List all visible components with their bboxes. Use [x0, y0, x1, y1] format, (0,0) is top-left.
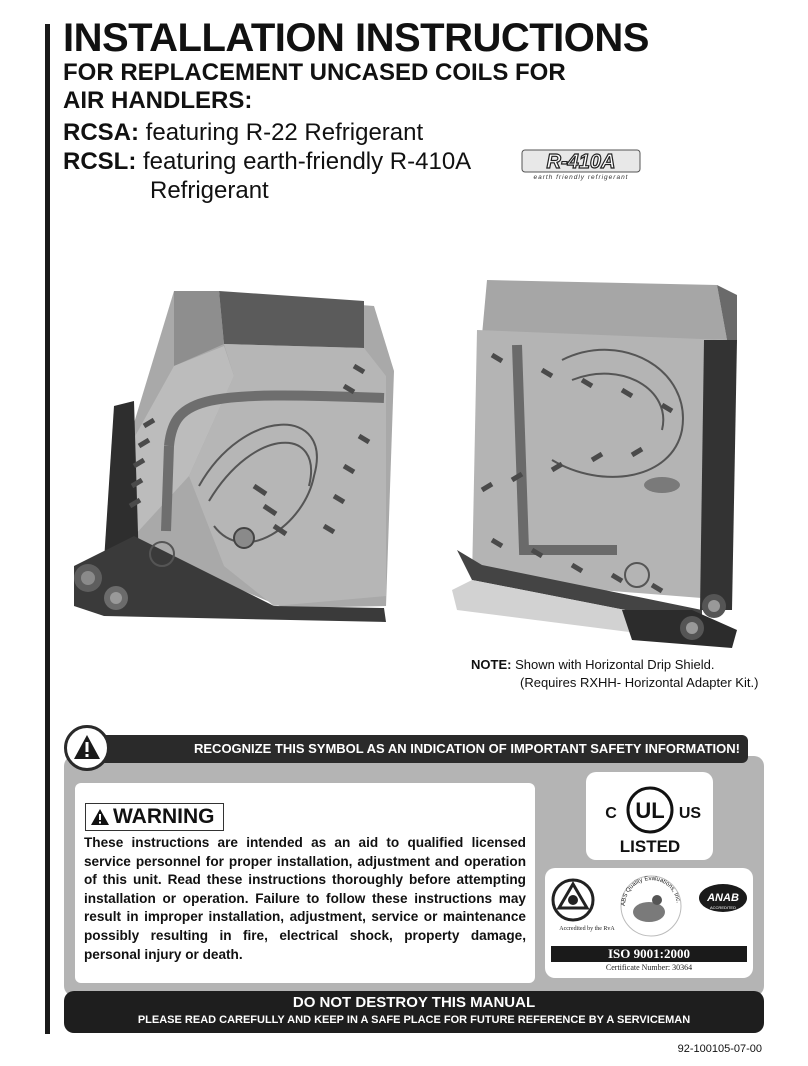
warning-label — [85, 803, 224, 831]
anab-sub-text: ACCREDITED — [709, 905, 737, 910]
subtitle-line-1: FOR REPLACEMENT UNCASED COILS FOR — [63, 59, 566, 86]
ul-left-text: C — [605, 805, 617, 822]
ul-listed-badge — [586, 772, 713, 860]
model-code: RCSL: — [63, 148, 137, 175]
model-code: RCSA: — [63, 119, 139, 146]
photo-note — [471, 656, 758, 692]
certificate-number: Certificate Number: 30364 — [605, 963, 693, 972]
footer-banner — [64, 991, 764, 1033]
warning-triangle-icon — [90, 808, 110, 826]
ul-logo — [586, 772, 713, 860]
safety-banner: RECOGNIZE THIS SYMBOL AS AN INDICATION OF IMPORTANT SAFETY INFORMATION! — [100, 735, 748, 763]
model-rcsa — [63, 119, 423, 147]
ul-center-text: UL — [635, 798, 665, 823]
note-line-1: Shown with Horizontal Drip Shield. — [515, 657, 715, 672]
model-rcsl — [63, 148, 471, 176]
model-description: featuring earth-friendly R-410A — [143, 148, 472, 175]
note-label: NOTE: — [471, 657, 512, 672]
subtitle-line-2: AIR HANDLERS: — [63, 87, 253, 114]
warning-triangle-icon — [67, 728, 107, 768]
coil-photo-left — [74, 286, 394, 622]
model-description: featuring R-22 Refrigerant — [145, 119, 424, 146]
warning-label-text: WARNING — [113, 805, 215, 828]
note-line-2: (Requires RXHH- Horizontal Adapter Kit.) — [520, 675, 759, 690]
ul-listed-text: LISTED — [619, 837, 681, 856]
footer-line-1: DO NOT DESTROY THIS MANUAL — [292, 994, 536, 1011]
anab-text: ANAB — [707, 892, 739, 904]
document-number: 92-100105-07-00 — [677, 1043, 762, 1055]
warning-text: These instructions are intended as an aid to qualified licensed service personnel for proper installation, adjustment and operation of this unit. Read these instructions thoroughly before attempting installation or operation. Failure to follow these instructions may result in improper installation, adjustment, service or maintenance possibly resulting in fire, electrical shock, property damage, personal injury or death. — [84, 835, 526, 962]
page-title: INSTALLATION INSTRUCTIONS — [63, 16, 649, 60]
accredited-by: Accredited by the RvA — [559, 926, 615, 932]
r410a-logo-tagline: earth friendly refrigerant — [533, 174, 629, 181]
safety-alert-icon — [64, 725, 110, 771]
model-refrigerant-continued: Refrigerant — [150, 177, 269, 204]
left-margin-bar — [45, 24, 50, 1034]
r410a-logo — [520, 146, 642, 182]
quality-ring-text: ABS Quality Evaluations, Inc. — [620, 875, 681, 907]
iso-certification: ISO 9001:2000 — [551, 946, 747, 962]
r410a-logo-text: R-410A — [546, 151, 616, 173]
page-subtitle — [63, 59, 566, 115]
ul-right-text: US — [678, 805, 702, 822]
footer-line-2: PLEASE READ CAREFULLY AND KEEP IN A SAFE PLACE FOR FUTURE REFERENCE BY A SERVICEMAN — [137, 1014, 691, 1026]
coil-photo-right — [452, 280, 740, 648]
